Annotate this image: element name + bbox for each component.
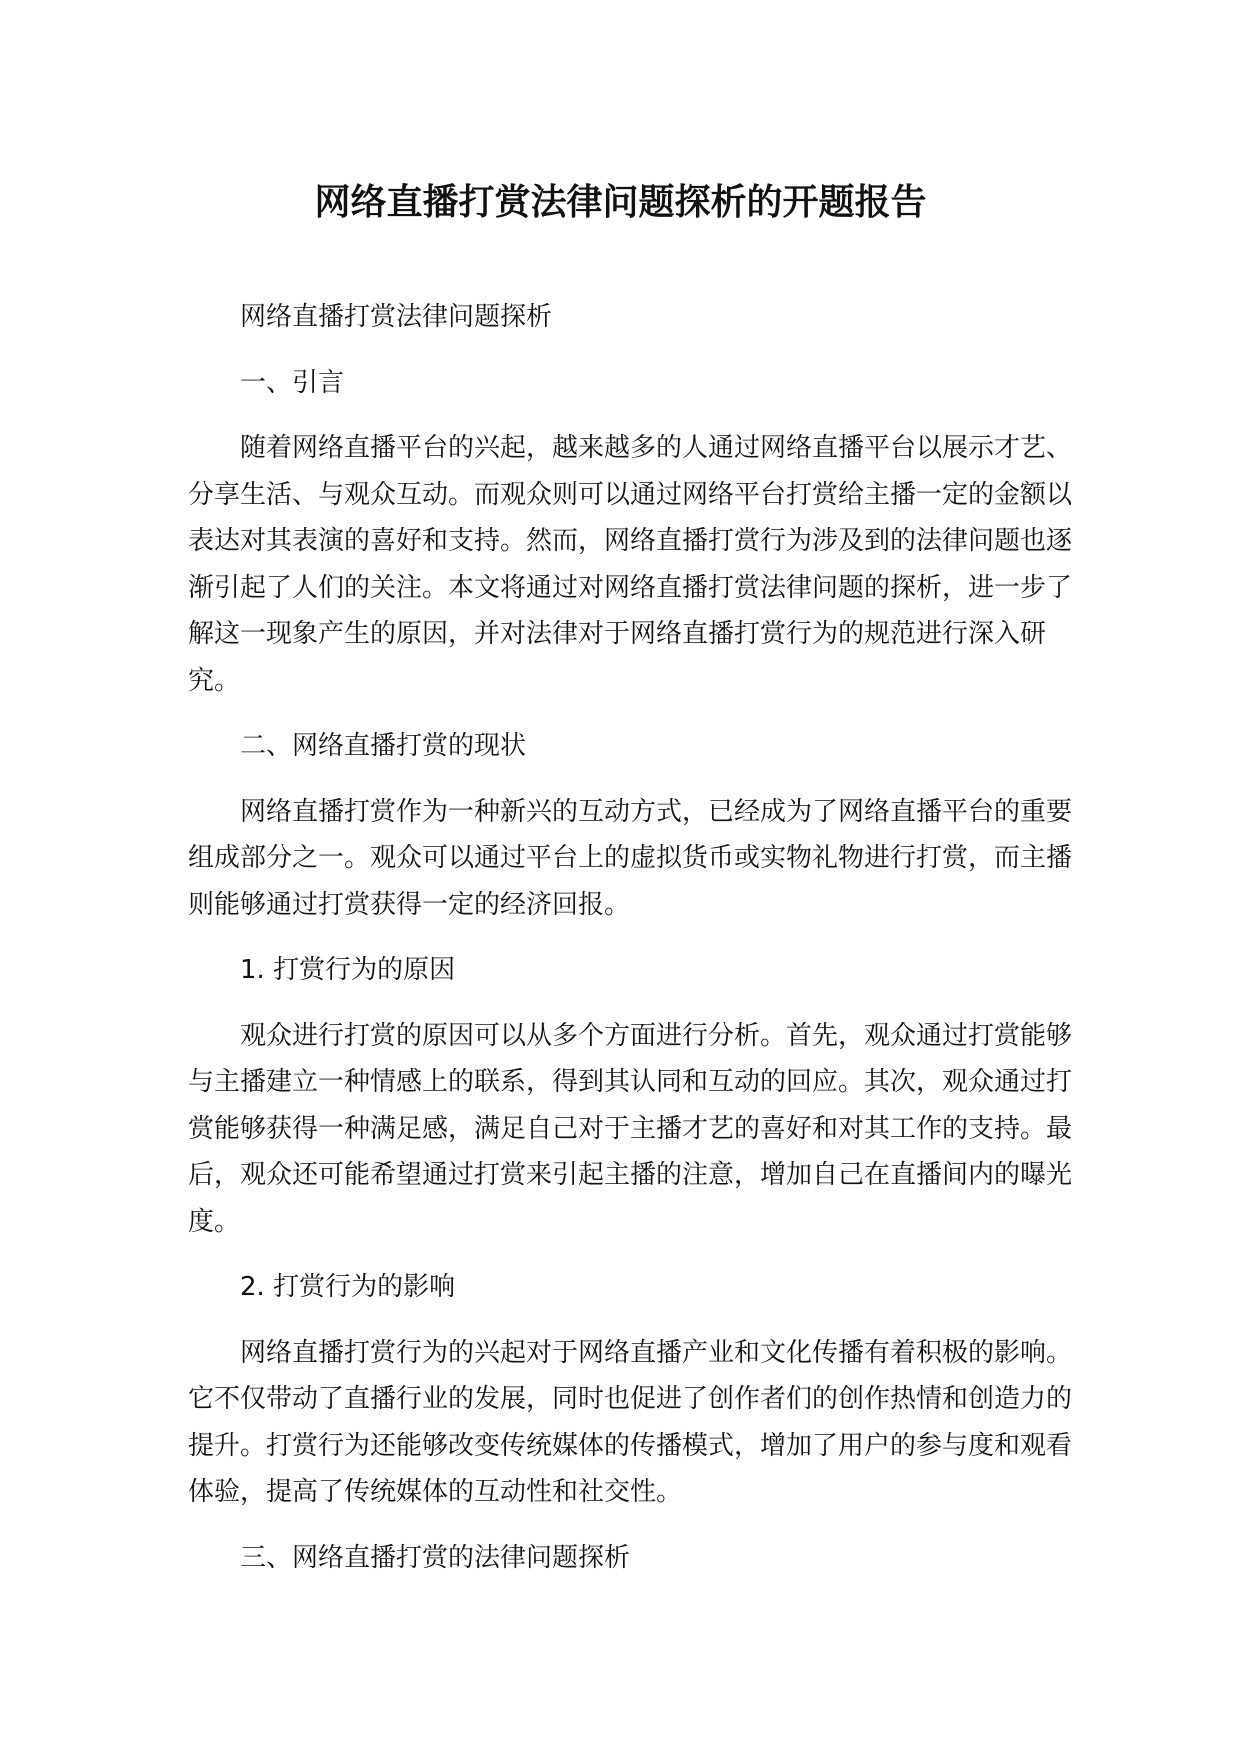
subsection-heading-impact: 2. 打赏行为的影响 <box>240 1272 456 1302</box>
subsection-heading-reasons: 1. 打赏行为的原因 <box>240 955 456 985</box>
section-heading-introduction: 一、引言 <box>240 367 345 398</box>
paragraph-status: 网络直播打赏作为一种新兴的互动方式，已经成为了网络直播平台的重要组成部分之一。观众可以通过平台上的虚拟货币或实物礼物进行打赏，而主播则能够通过打赏获得一定的经济回报。 <box>188 796 1073 920</box>
paragraph-reasons: 观众进行打赏的原因可以从多个方面进行分析。首先，观众通过打赏能够与主播建立一种情感上的联系，得到其认同和互动的回应。其次，观众通过打赏能够获得一种满足感，满足自己对于主播才艺的喜好和对其工作的支持。最后，观众还可能希望通过打赏来引起主播的注意，增加自己在直播间内的曝光度。 <box>188 1020 1073 1237</box>
paragraph-introduction: 随着网络直播平台的兴起，越来越多的人通过网络直播平台以展示才艺、分享生活、与观众互动。而观众则可以通过网络平台打赏给主播一定的金额以表达对其表演的喜好和支持。然而，网络直播打赏行为涉及到的法律问题也逐渐引起了人们的关注。本文将通过对网络直播打赏法律问题的探析，进一步了解这一现象产生的原因，并对法律对于网络直播打赏行为的规范进行深入研究。 <box>188 433 1073 696</box>
paragraph-impact: 网络直播打赏行为的兴起对于网络直播产业和文化传播有着积极的影响。它不仅带动了直播行业的发展，同时也促进了创作者们的创作热情和创造力的提升。打赏行为还能够改变传统媒体的传播模式，增加了用户的参与度和观看体验，提高了传统媒体的互动性和社交性。 <box>188 1337 1073 1507</box>
document-body <box>188 294 1088 1600</box>
document-title: 网络直播打赏法律问题探析的开题报告 <box>314 182 927 223</box>
section-heading-legal-issues: 三、网络直播打赏的法律问题探析 <box>240 1542 631 1573</box>
section-heading-status: 二、网络直播打赏的现状 <box>240 731 527 761</box>
section-heading-subtitle: 网络直播打赏法律问题探析 <box>240 302 553 332</box>
